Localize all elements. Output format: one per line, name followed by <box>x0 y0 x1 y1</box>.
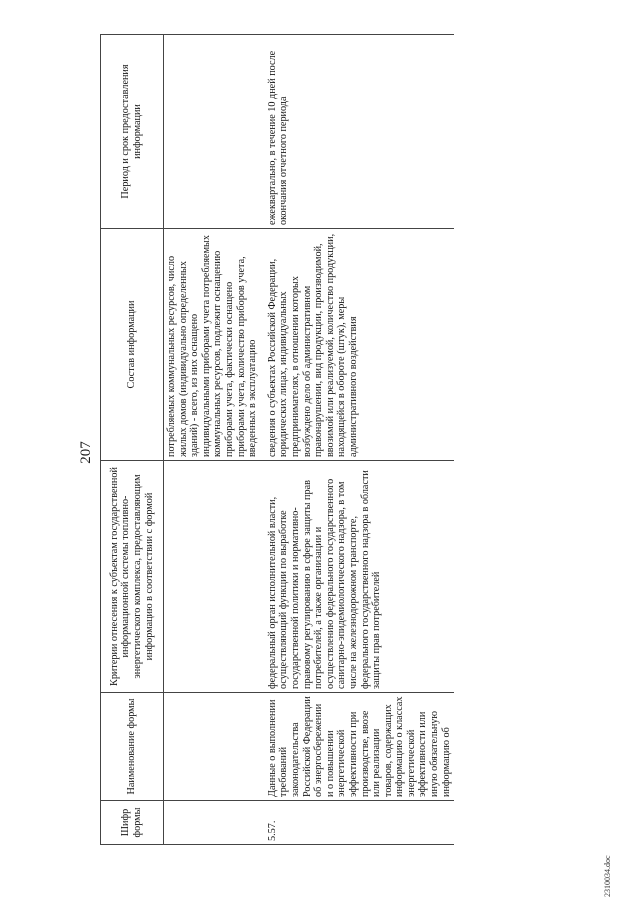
header-code: Шифр формы <box>101 801 164 845</box>
cell-code: 5.57. <box>265 801 455 845</box>
page-number: 207 <box>78 441 94 464</box>
cell-criteria: федеральный орган исполнительной власти, осуществляющий функции по выработке государственной политики и нормативно-правовому регулированию в сфере защиты прав потребителей, а также организации и осуществлению федерального государственного санитарно-эпидемиологического надзора, в том числе на железнодорожном транспорте, федерального государственного надзора в области защиты прав потребителей <box>265 461 455 693</box>
cell-name <box>164 693 265 801</box>
table-header-row <box>101 35 164 845</box>
cell-period <box>164 35 265 229</box>
cell-content: сведения о субъектах Российской Федерации, юридических лицах, индивидуальных предпринимателях, в отношении которых возбуждено дело об административном правонарушении, вид продукции, производимой, ввозимой или реализуемой, количество продукции, находящейся в обороте (штук), меры административного воздействия <box>265 229 455 461</box>
table-row <box>164 35 265 845</box>
cell-name: Данные о выполнении требований законодательства Российской Федерации об энергосбережении и о повышении энергетической эффективности при производстве, ввозе или реализации товаров, содержащих информацию о классах энергетической эффективности или иную обязательную информацию об <box>265 693 455 801</box>
cell-period: ежеквартально, в течение 10 дней после окончания отчетного периода <box>265 35 455 229</box>
cell-content: потребляемых коммунальных ресурсов, число жилых домов (индивидуально определенных зданий) - всего, из них оснащено индивидуальными приборами учета потребляемых коммунальных ресурсов, подлежит оснащению приборами учета, фактически оснащено приборами учета, количество приборов учета, введенных в эксплуатацию <box>164 229 265 461</box>
header-content: Состав информации <box>101 229 164 461</box>
table-row <box>265 35 455 845</box>
cell-code <box>164 801 265 845</box>
header-name: Наименование формы <box>101 693 164 801</box>
header-period: Период и срок предоставления информации <box>101 35 164 229</box>
forms-table <box>100 34 454 845</box>
cell-criteria <box>164 461 265 693</box>
document-id: 2310034.doc <box>603 855 612 897</box>
header-criteria: Критерии отнесения к субъектам государственной информационной системы топливно-энергетического комплекса, предоставляющим информацию в соответствии с формой <box>101 461 164 693</box>
